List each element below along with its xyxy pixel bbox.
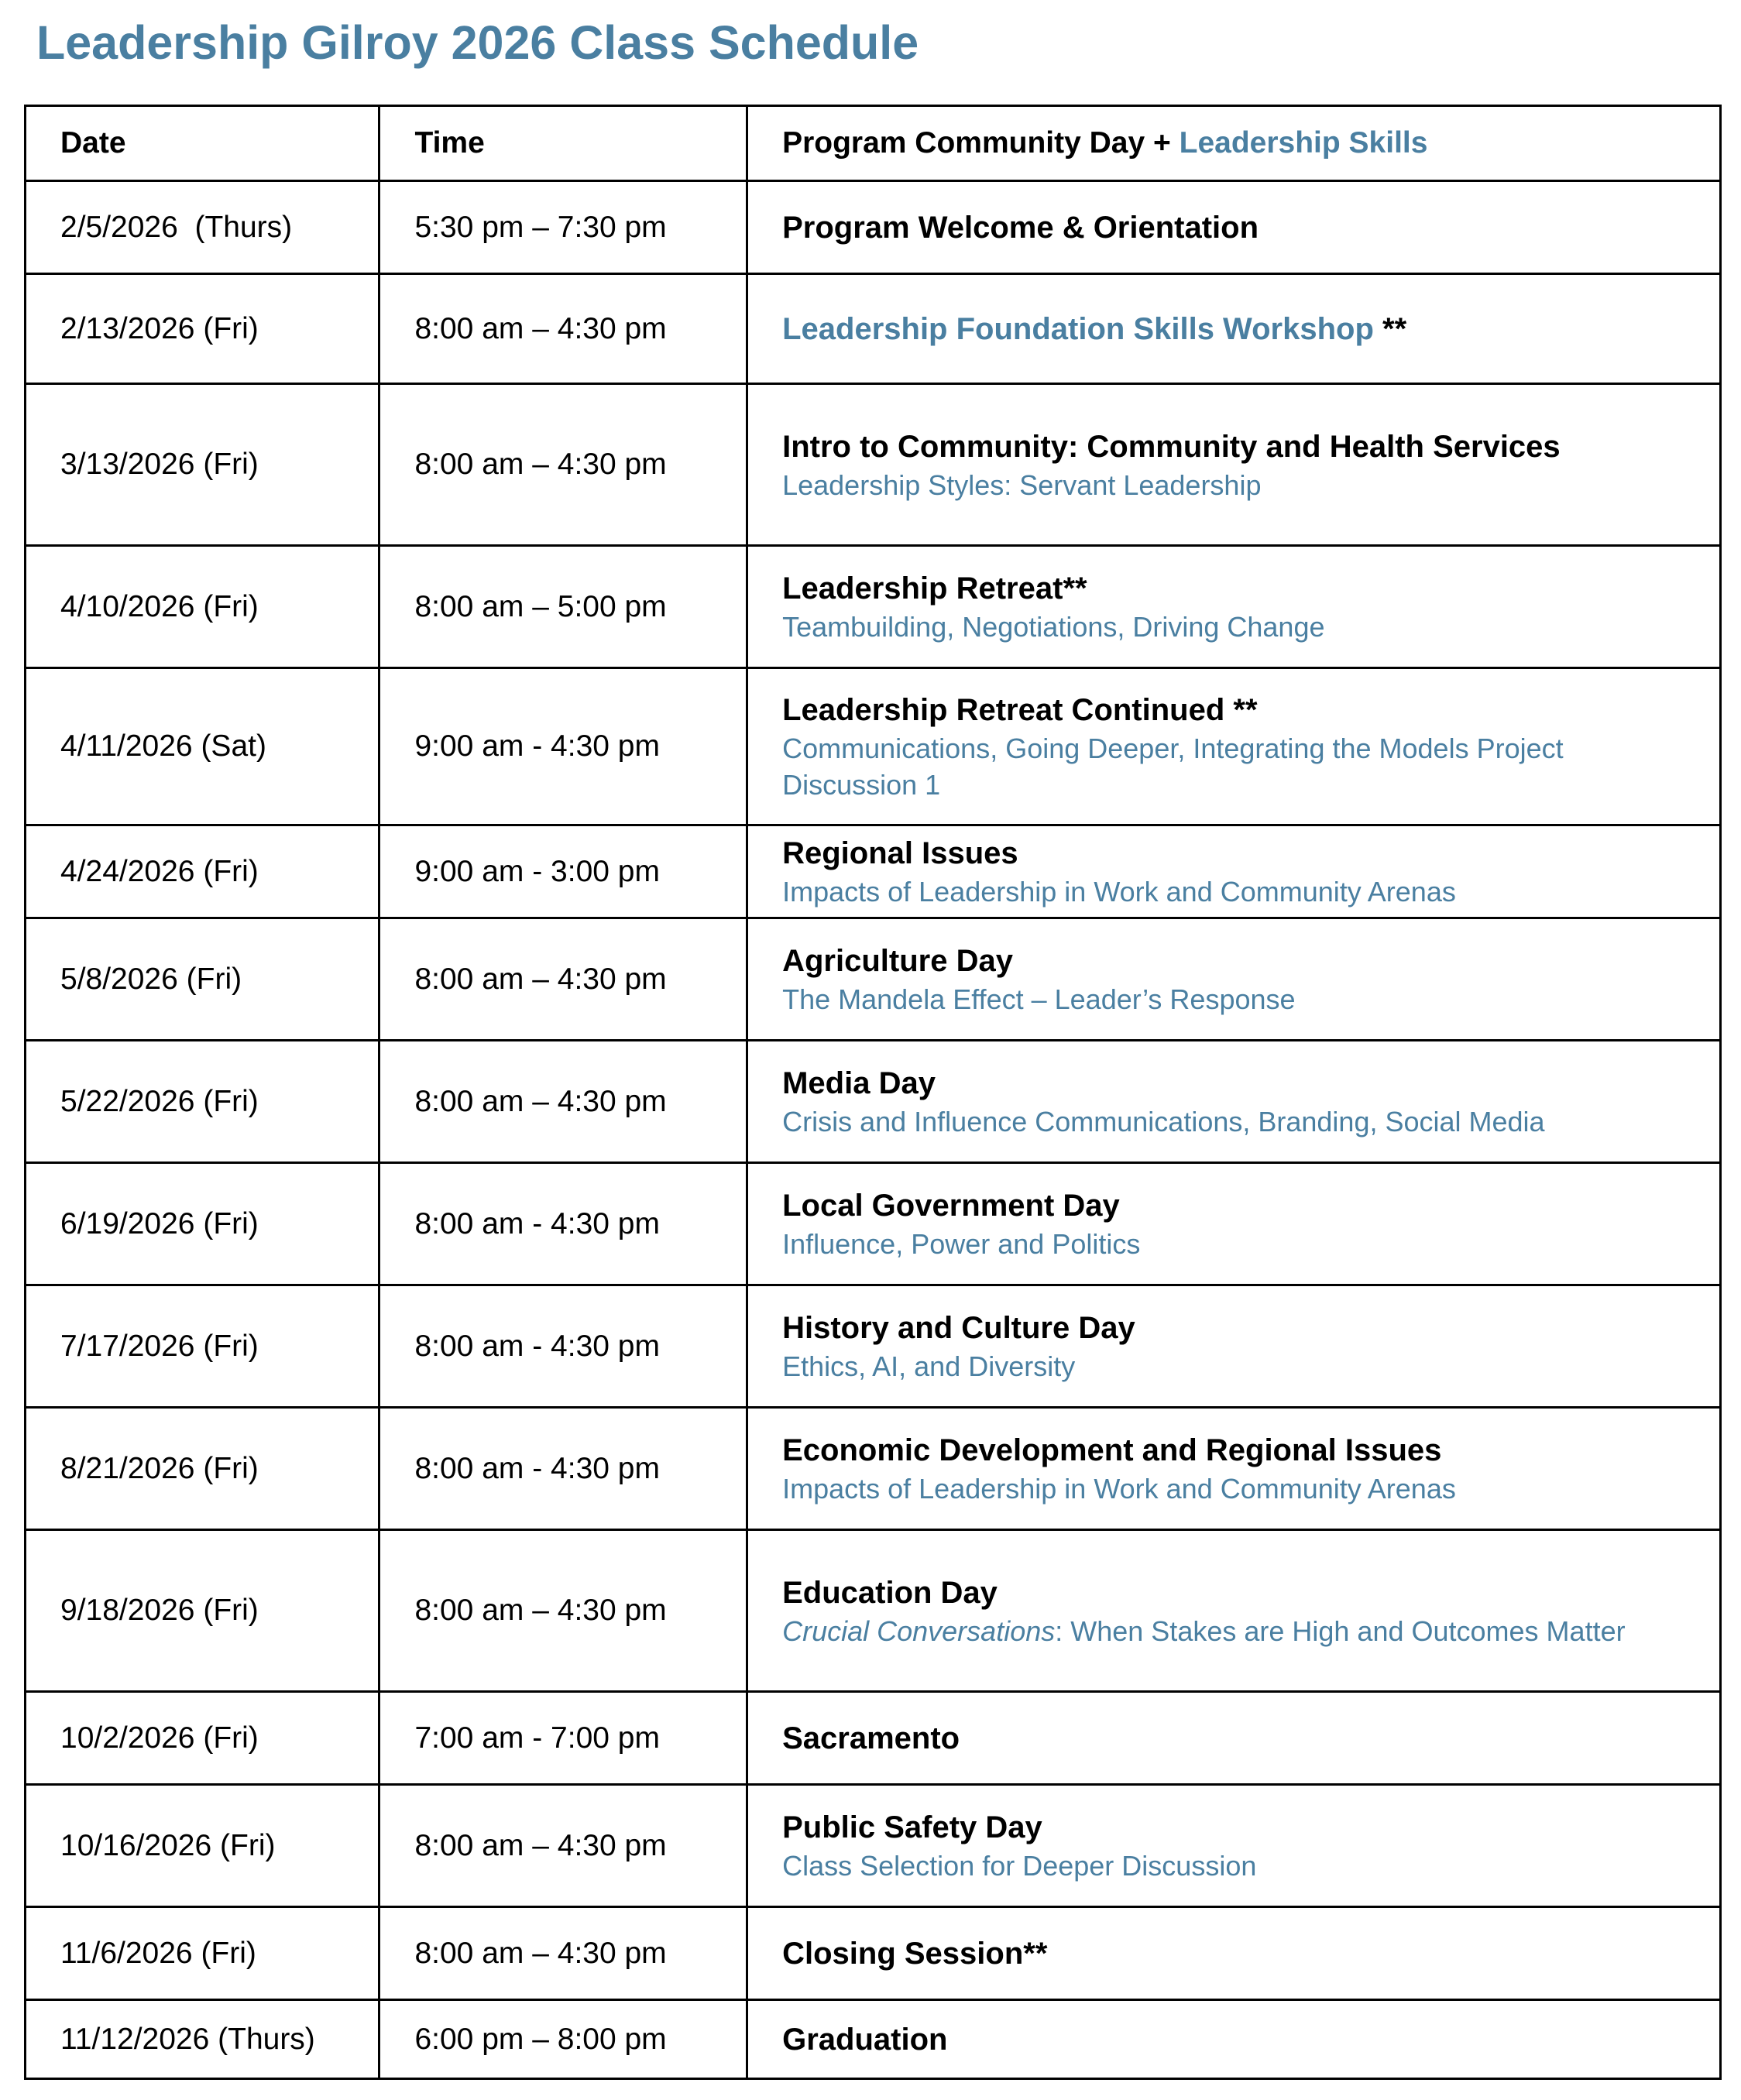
table-row bbox=[26, 1285, 1721, 1408]
date-cell: 11/6/2026 (Fri) bbox=[26, 1907, 379, 2000]
date-cell: 8/21/2026 (Fri) bbox=[26, 1408, 379, 1530]
table-row bbox=[26, 181, 1721, 274]
table-header-row bbox=[26, 106, 1721, 181]
time-cell: 8:00 am – 4:30 pm bbox=[379, 274, 747, 384]
program-subtitle-text: Ethics, AI, and Diversity bbox=[782, 1350, 1076, 1382]
program-title bbox=[782, 1573, 1685, 1613]
time-cell: 8:00 am – 4:30 pm bbox=[379, 384, 747, 546]
program-title-text: Leadership Foundation Skills Workshop bbox=[782, 311, 1374, 346]
program-title-text: Media Day bbox=[782, 1066, 936, 1100]
program-title bbox=[782, 1186, 1685, 1226]
program-subtitle bbox=[782, 1226, 1685, 1262]
program-subtitle-text: Communications, Going Deeper, Integrating the Models Project Discussion 1 bbox=[782, 733, 1564, 801]
program-title-text: Sacramento bbox=[782, 1721, 960, 1755]
program-subtitle bbox=[782, 1470, 1685, 1507]
program-title-text: Leadership Retreat Continued ** bbox=[782, 693, 1258, 727]
program-title bbox=[782, 2019, 1685, 2060]
program-title bbox=[782, 568, 1685, 609]
column-header-program bbox=[747, 106, 1721, 181]
program-title bbox=[782, 427, 1685, 467]
program-subtitle bbox=[782, 873, 1685, 910]
column-header-program-prefix: Program Community Day + bbox=[782, 126, 1180, 160]
table-row bbox=[26, 1163, 1721, 1285]
program-cell bbox=[747, 918, 1721, 1041]
table-row bbox=[26, 825, 1721, 918]
time-cell: 8:00 am – 4:30 pm bbox=[379, 1041, 747, 1163]
page-title: Leadership Gilroy 2026 Class Schedule bbox=[36, 16, 919, 69]
program-title bbox=[782, 1308, 1685, 1348]
time-cell: 9:00 am - 4:30 pm bbox=[379, 668, 747, 825]
program-cell bbox=[747, 825, 1721, 918]
program-subtitle-text: Leadership Styles: Servant Leadership bbox=[782, 468, 1262, 501]
program-title-text: Program Welcome & Orientation bbox=[782, 210, 1259, 245]
time-cell: 8:00 am - 4:30 pm bbox=[379, 1408, 747, 1530]
program-title-text: Economic Development and Regional Issues bbox=[782, 1433, 1442, 1467]
program-cell bbox=[747, 1285, 1721, 1408]
program-cell bbox=[747, 181, 1721, 274]
program-subtitle-italic: Crucial Conversations bbox=[782, 1614, 1056, 1647]
program-cell bbox=[747, 2000, 1721, 2079]
program-subtitle bbox=[782, 981, 1685, 1017]
program-title-text: History and Culture Day bbox=[782, 1311, 1135, 1345]
program-subtitle bbox=[782, 730, 1685, 803]
program-title bbox=[782, 1934, 1685, 1974]
program-title bbox=[782, 208, 1685, 248]
date-cell: 10/16/2026 (Fri) bbox=[26, 1785, 379, 1907]
program-title-text: Agriculture Day bbox=[782, 944, 1013, 978]
program-title bbox=[782, 1718, 1685, 1759]
date-cell: 4/10/2026 (Fri) bbox=[26, 546, 379, 668]
table-row bbox=[26, 274, 1721, 384]
table-row bbox=[26, 384, 1721, 546]
date-cell: 5/22/2026 (Fri) bbox=[26, 1041, 379, 1163]
program-subtitle-text: Impacts of Leadership in Work and Community Arenas bbox=[782, 876, 1456, 908]
program-cell bbox=[747, 1530, 1721, 1692]
time-cell: 8:00 am - 4:30 pm bbox=[379, 1163, 747, 1285]
class-schedule-table bbox=[24, 105, 1722, 2080]
program-cell bbox=[747, 1163, 1721, 1285]
program-title bbox=[782, 833, 1685, 873]
table-row bbox=[26, 546, 1721, 668]
table-row bbox=[26, 2000, 1721, 2079]
program-subtitle-text: The Mandela Effect – Leader’s Response bbox=[782, 983, 1296, 1015]
program-title-text: Education Day bbox=[782, 1575, 998, 1610]
program-subtitle bbox=[782, 467, 1685, 503]
time-cell: 5:30 pm – 7:30 pm bbox=[379, 181, 747, 274]
program-subtitle-text: Impacts of Leadership in Work and Community Arenas bbox=[782, 1473, 1456, 1505]
table-row bbox=[26, 668, 1721, 825]
program-title bbox=[782, 690, 1685, 730]
table-row bbox=[26, 1041, 1721, 1163]
program-cell bbox=[747, 1408, 1721, 1530]
date-cell: 10/2/2026 (Fri) bbox=[26, 1692, 379, 1785]
program-title bbox=[782, 309, 1685, 349]
program-cell bbox=[747, 1692, 1721, 1785]
program-subtitle bbox=[782, 609, 1685, 645]
time-cell: 8:00 am – 4:30 pm bbox=[379, 1530, 747, 1692]
program-title bbox=[782, 1430, 1685, 1470]
program-subtitle-text: : When Stakes are High and Outcomes Matter bbox=[1055, 1614, 1626, 1647]
date-cell: 4/11/2026 (Sat) bbox=[26, 668, 379, 825]
program-title-text: Local Government Day bbox=[782, 1189, 1120, 1223]
program-title-suffix: ** bbox=[1373, 311, 1407, 346]
column-header-date: Date bbox=[26, 106, 379, 181]
program-title bbox=[782, 941, 1685, 981]
time-cell: 8:00 am – 4:30 pm bbox=[379, 1907, 747, 2000]
program-title-text: Public Safety Day bbox=[782, 1810, 1042, 1844]
program-subtitle-text: Teambuilding, Negotiations, Driving Change bbox=[782, 611, 1325, 643]
table-row bbox=[26, 918, 1721, 1041]
schedule-body bbox=[26, 181, 1721, 2079]
program-title-text: Regional Issues bbox=[782, 836, 1018, 870]
program-cell bbox=[747, 1041, 1721, 1163]
program-subtitle bbox=[782, 1613, 1685, 1649]
table-row bbox=[26, 1785, 1721, 1907]
program-subtitle bbox=[782, 1848, 1685, 1884]
date-cell: 5/8/2026 (Fri) bbox=[26, 918, 379, 1041]
date-cell: 4/24/2026 (Fri) bbox=[26, 825, 379, 918]
program-cell bbox=[747, 546, 1721, 668]
date-cell: 7/17/2026 (Fri) bbox=[26, 1285, 379, 1408]
program-cell bbox=[747, 274, 1721, 384]
program-cell bbox=[747, 384, 1721, 546]
column-header-program-accent: Leadership Skills bbox=[1179, 126, 1428, 160]
program-title-text: Closing Session** bbox=[782, 1936, 1048, 1971]
time-cell: 8:00 am – 4:30 pm bbox=[379, 1785, 747, 1907]
table-row bbox=[26, 1530, 1721, 1692]
table-row bbox=[26, 1907, 1721, 2000]
column-header-time: Time bbox=[379, 106, 747, 181]
program-subtitle-text: Crisis and Influence Communications, Branding, Social Media bbox=[782, 1106, 1545, 1138]
time-cell: 9:00 am - 3:00 pm bbox=[379, 825, 747, 918]
date-cell: 2/13/2026 (Fri) bbox=[26, 274, 379, 384]
table-row bbox=[26, 1692, 1721, 1785]
time-cell: 8:00 am – 5:00 pm bbox=[379, 546, 747, 668]
time-cell: 7:00 am - 7:00 pm bbox=[379, 1692, 747, 1785]
time-cell: 8:00 am - 4:30 pm bbox=[379, 1285, 747, 1408]
program-subtitle-text: Class Selection for Deeper Discussion bbox=[782, 1850, 1257, 1882]
date-cell: 11/12/2026 (Thurs) bbox=[26, 2000, 379, 2079]
program-title bbox=[782, 1063, 1685, 1103]
program-title-text: Intro to Community: Community and Health Services bbox=[782, 429, 1561, 464]
program-cell bbox=[747, 1785, 1721, 1907]
time-cell: 6:00 pm – 8:00 pm bbox=[379, 2000, 747, 2079]
date-cell: 2/5/2026 (Thurs) bbox=[26, 181, 379, 274]
date-cell: 9/18/2026 (Fri) bbox=[26, 1530, 379, 1692]
program-title-text: Graduation bbox=[782, 2022, 948, 2057]
time-cell: 8:00 am – 4:30 pm bbox=[379, 918, 747, 1041]
date-cell: 6/19/2026 (Fri) bbox=[26, 1163, 379, 1285]
date-cell: 3/13/2026 (Fri) bbox=[26, 384, 379, 546]
program-cell bbox=[747, 1907, 1721, 2000]
program-subtitle bbox=[782, 1103, 1685, 1140]
program-title-text: Leadership Retreat** bbox=[782, 571, 1087, 606]
table-row bbox=[26, 1408, 1721, 1530]
program-title bbox=[782, 1807, 1685, 1848]
program-subtitle-text: Influence, Power and Politics bbox=[782, 1228, 1141, 1260]
program-cell bbox=[747, 668, 1721, 825]
program-subtitle bbox=[782, 1348, 1685, 1385]
